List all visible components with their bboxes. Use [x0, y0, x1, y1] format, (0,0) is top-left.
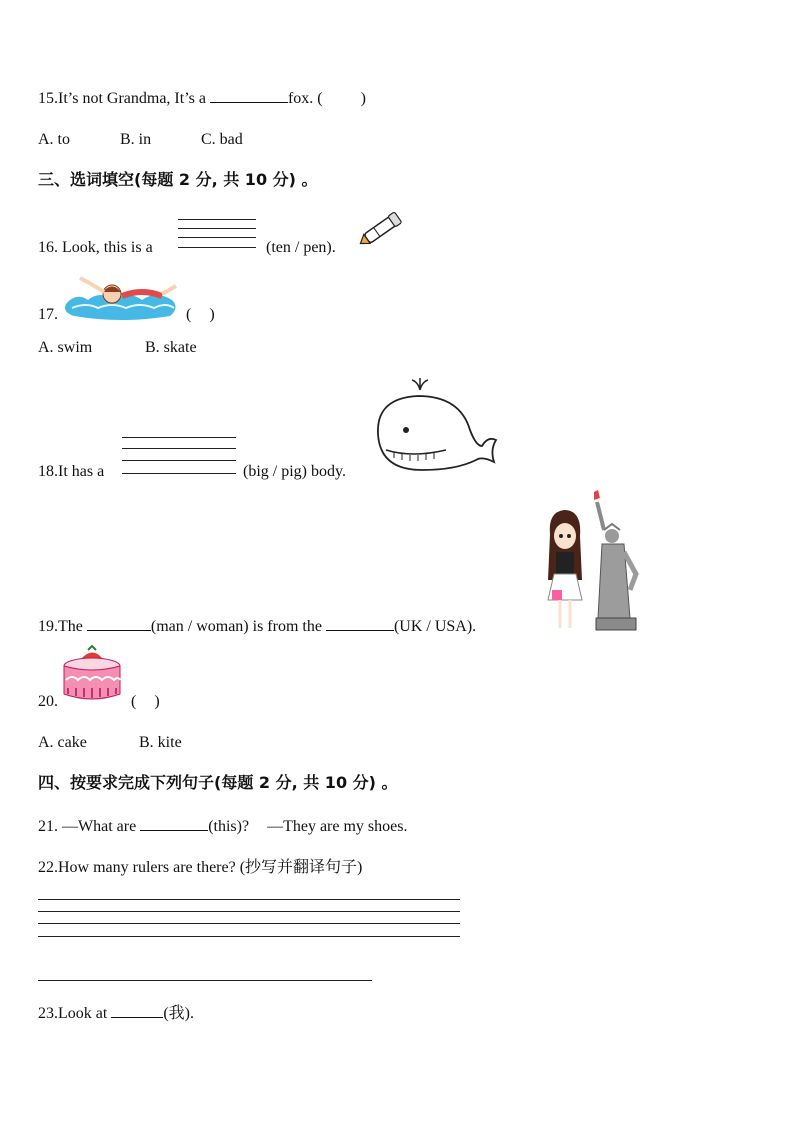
q15-blank[interactable]	[210, 88, 288, 103]
q21-blank[interactable]	[140, 816, 208, 831]
q20-paren-open: (	[131, 693, 137, 710]
q21-text-c: —They are my shoes.	[267, 818, 408, 835]
q20-number: 20.	[38, 693, 58, 710]
q23-text-b: (我).	[163, 1005, 194, 1022]
q15-option-b: B. in	[120, 131, 152, 148]
whale-icon	[372, 376, 502, 476]
q18-text: 18.It has a	[38, 463, 105, 480]
woman-and-statue-of-liberty-icon	[544, 490, 642, 636]
question-21	[38, 816, 407, 837]
q17-number: 17.	[38, 306, 58, 323]
q17-paren-close: )	[209, 306, 215, 323]
strawberry-cake-icon	[60, 644, 124, 706]
pen-icon	[354, 208, 410, 250]
swimming-girl-icon	[62, 266, 182, 322]
q23-text-a: 23.Look at	[38, 1005, 112, 1022]
q15-text-b: fox. (	[287, 90, 323, 107]
q19-text-a: 19.The	[38, 618, 87, 635]
q19-blank-2[interactable]	[326, 616, 394, 631]
question-23	[38, 1003, 194, 1024]
q23-blank[interactable]	[111, 1003, 163, 1018]
q22-text: 22.How many rulers are there? (抄写并翻译句子)	[38, 859, 363, 876]
q21-text-a: 21. —What are	[38, 818, 141, 835]
q19-text-c: (UK / USA).	[393, 618, 477, 635]
q15-option-a: A. to	[38, 131, 70, 148]
q15-text-a: 15.It’s not Grandma, It’s a	[38, 90, 210, 107]
q20-paren-close: )	[154, 693, 160, 710]
q20-option-b: B. kite	[139, 734, 182, 751]
section-4-title: 四、按要求完成下列句子(每题 2 分, 共 10 分) 。	[38, 773, 398, 792]
q21-text-b: (this)?	[208, 818, 250, 835]
q18-hint: (big / pig) body.	[243, 463, 346, 480]
q15-option-c: C. bad	[201, 131, 243, 148]
q17-option-b: B. skate	[145, 339, 197, 356]
q15-text-c: )	[360, 90, 366, 107]
q19-blank-1[interactable]	[87, 616, 151, 631]
q16-hint: (ten / pen).	[266, 239, 336, 256]
question-15	[38, 88, 366, 109]
q17-paren-open: (	[186, 306, 192, 323]
q17-option-a: A. swim	[38, 339, 93, 356]
q22-translation-line[interactable]	[38, 980, 372, 981]
section-3-title: 三、选词填空(每题 2 分, 共 10 分) 。	[38, 170, 318, 189]
q19-text-b: (man / woman) is from the	[150, 618, 326, 635]
q16-text: 16. Look, this is a	[38, 239, 153, 256]
q17-answer-paren[interactable]	[186, 305, 215, 325]
question-19	[38, 616, 476, 637]
q20-option-a: A. cake	[38, 734, 87, 751]
q20-answer-paren[interactable]	[131, 692, 160, 712]
